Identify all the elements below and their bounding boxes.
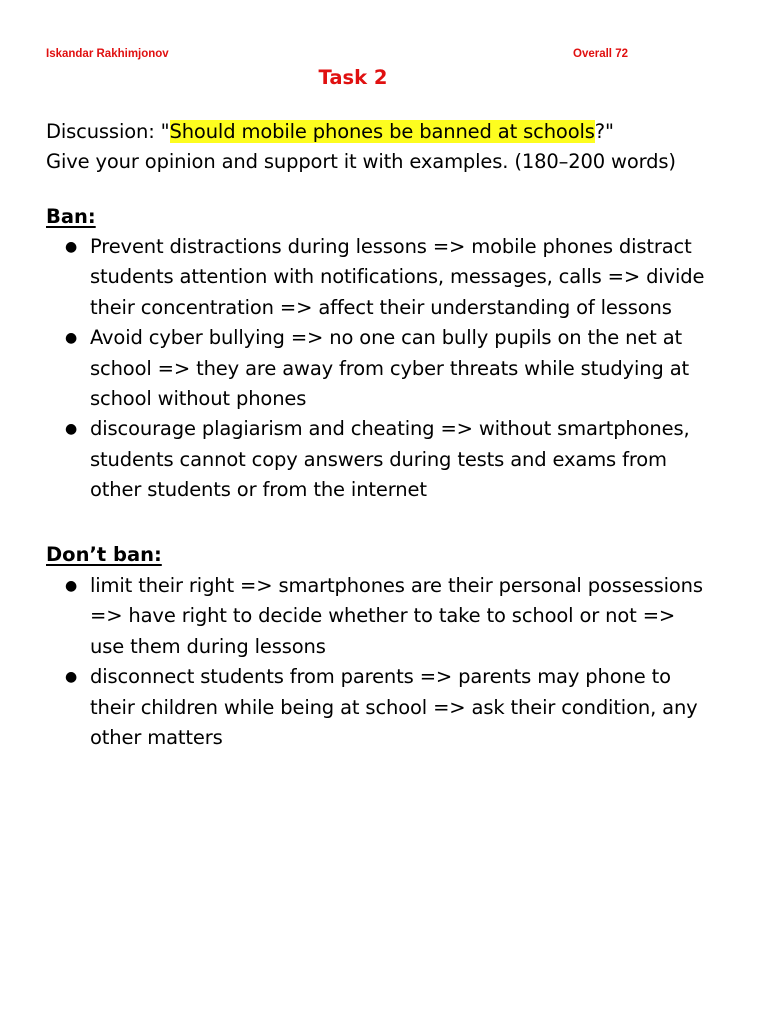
- bullet-icon: ●: [65, 421, 78, 438]
- section-title-dont-ban: Don’t ban:: [46, 543, 162, 566]
- item-line: other students or from the internet: [90, 478, 427, 502]
- item-line: school => they are away from cyber threats while studying at: [90, 356, 689, 380]
- task-title: Task 2: [318, 66, 388, 89]
- item-line: use them during lessons: [90, 634, 326, 658]
- item-line: other matters: [90, 726, 223, 750]
- item-line: => have right to decide whether to take to school or not =>: [90, 604, 676, 628]
- item-line: their children while being at school => ask their condition, any: [90, 695, 698, 719]
- question-suffix: ?": [594, 120, 614, 143]
- list-item: [0, 571, 740, 662]
- item-line: school without phones: [90, 387, 307, 411]
- item-line: students cannot copy answers during tests and exams from: [90, 447, 667, 471]
- list-item: [0, 414, 740, 505]
- discussion-prompt: [46, 117, 736, 178]
- list-item: [0, 323, 740, 414]
- item-line: students attention with notifications, messages, calls => divide: [90, 265, 705, 289]
- item-line: limit their right => smartphones are their personal possessions: [90, 574, 703, 597]
- section-title-ban: Ban:: [46, 205, 96, 228]
- question-highlight: Should mobile phones be banned at schools: [169, 120, 595, 143]
- ban-list: [0, 232, 740, 506]
- bullet-icon: ●: [65, 330, 78, 347]
- bullet-icon: ●: [65, 239, 78, 255]
- bullet-icon: ●: [65, 669, 78, 686]
- item-line: Avoid cyber bullying => no one can bully pupils on the net at: [90, 326, 683, 350]
- dont-ban-list: [0, 571, 740, 753]
- item-line: discourage plagiarism and cheating => without smartphones,: [90, 417, 690, 441]
- list-item: [0, 662, 740, 753]
- question-prefix: Discussion: ": [46, 120, 170, 143]
- bullet-icon: ●: [65, 578, 78, 594]
- discussion-question: [46, 117, 736, 147]
- item-line: their concentration => affect their understanding of lessons: [90, 295, 672, 319]
- item-line: disconnect students from parents => parents may phone to: [90, 665, 671, 689]
- overall-score: Overall 72: [573, 48, 628, 60]
- task-instruction: Give your opinion and support it with examples. (180–200 words): [46, 150, 676, 174]
- author-name: Iskandar Rakhimjonov: [46, 48, 169, 60]
- item-line: Prevent distractions during lessons => mobile phones distract: [90, 235, 692, 258]
- list-item: [0, 232, 740, 323]
